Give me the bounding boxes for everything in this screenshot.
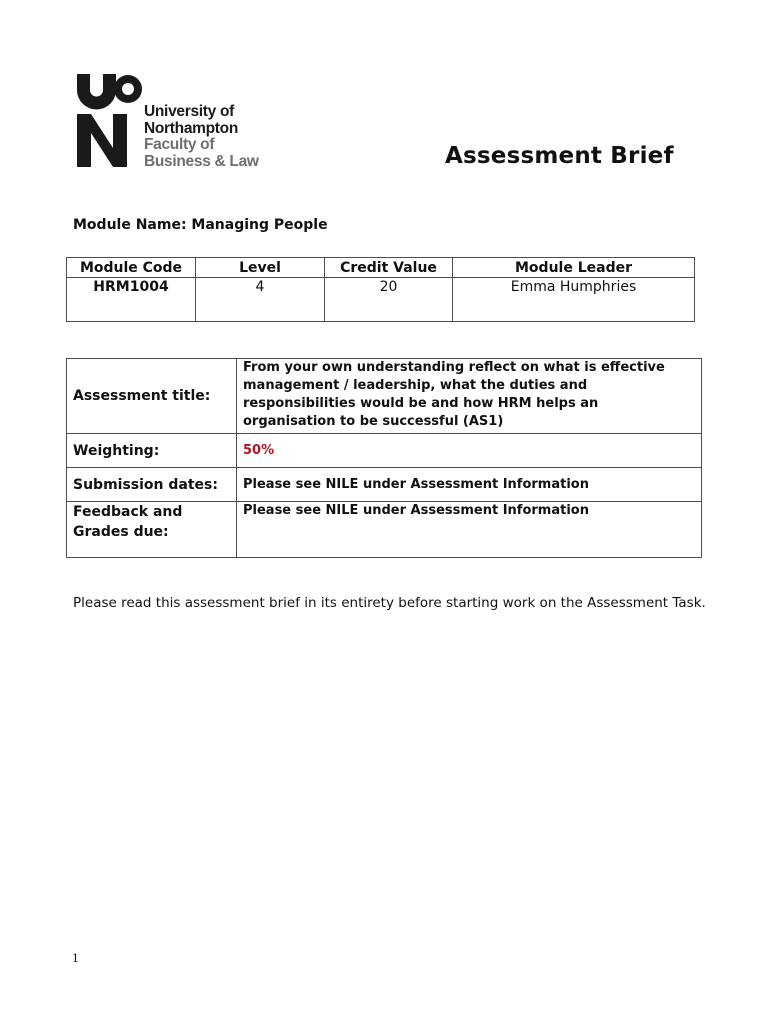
feedback-value: Please see NILE under Assessment Information [237, 502, 702, 558]
assessment-title-value: From your own understanding reflect on what is effective management / leadership, what the duties and responsibilities would be and how HRM helps an organisation to be successful (AS1) [237, 359, 702, 434]
logo-line-1: University of [144, 103, 234, 120]
weighting-value: 50% [237, 434, 702, 468]
feedback-row [67, 502, 702, 558]
credit-value-header: Credit Value [325, 258, 453, 278]
assessment-title-label: Assessment title: [67, 359, 237, 434]
module-table-header-row [67, 258, 695, 278]
logo-line-4: Business & Law [144, 152, 259, 170]
logo-wordmark [144, 104, 259, 170]
logo-line-2: Northampton [144, 119, 238, 137]
module-info-table [66, 257, 695, 322]
assessment-title-row [67, 359, 702, 434]
assessment-details-table [66, 358, 702, 558]
module-leader-cell: Emma Humphries [453, 278, 695, 322]
page-number: 1 [72, 952, 79, 965]
level-cell: 4 [196, 278, 325, 322]
page-title: Assessment Brief [445, 143, 674, 169]
level-header: Level [196, 258, 325, 278]
credit-value-cell: 20 [325, 278, 453, 322]
university-logo [76, 72, 286, 172]
module-code-header: Module Code [67, 258, 196, 278]
logo-line-3: Faculty of [144, 136, 215, 153]
module-table-row [67, 278, 695, 322]
feedback-label: Feedback and Grades due: [67, 502, 237, 558]
weighting-label: Weighting: [67, 434, 237, 468]
weighting-row [67, 434, 702, 468]
module-name: Module Name: Managing People [73, 217, 328, 233]
instruction-note: Please read this assessment brief in its entirety before starting work on the Assessment Task. [73, 595, 706, 611]
submission-dates-label: Submission dates: [67, 468, 237, 502]
module-leader-header: Module Leader [453, 258, 695, 278]
uon-logo-mark-icon [76, 72, 142, 168]
submission-dates-row [67, 468, 702, 502]
submission-dates-value: Please see NILE under Assessment Information [237, 468, 702, 502]
module-code-cell: HRM1004 [67, 278, 196, 322]
